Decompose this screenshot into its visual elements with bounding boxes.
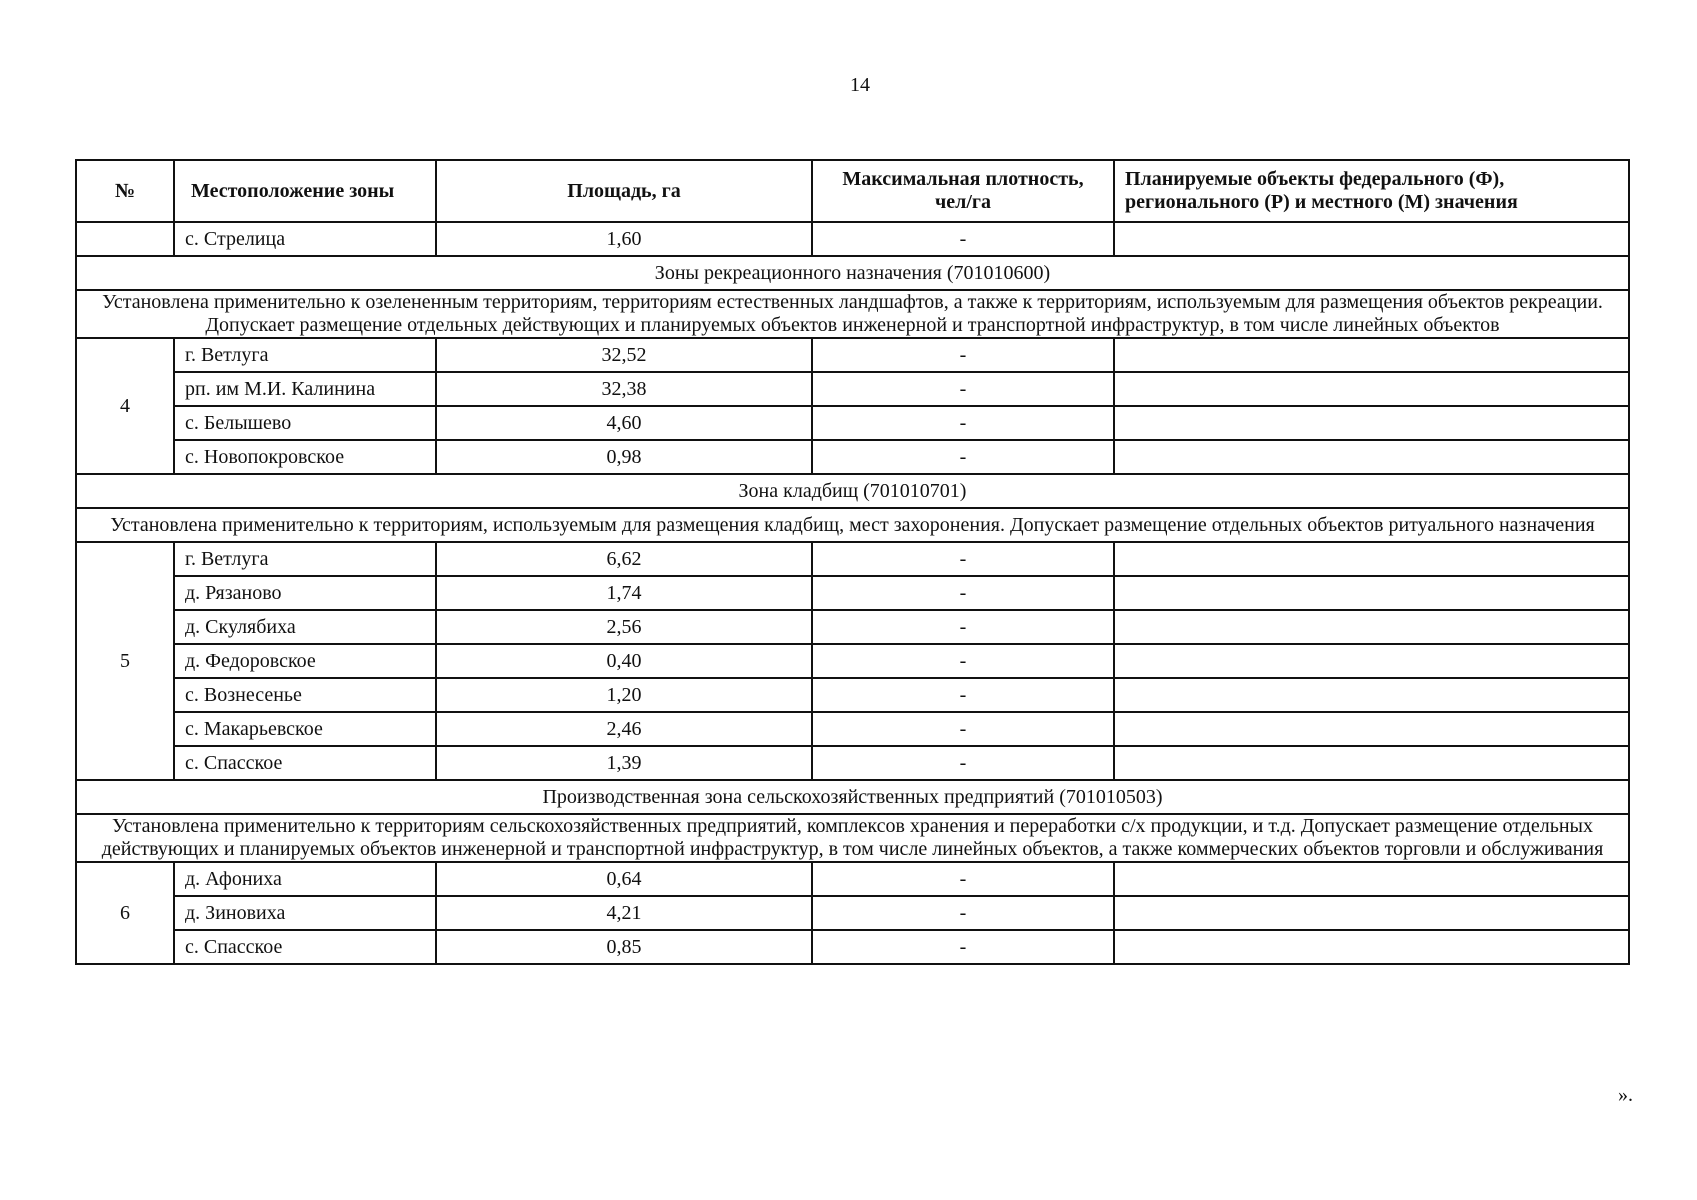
row-area: 2,46 — [436, 712, 812, 746]
table-row — [76, 644, 1629, 678]
row-location: д. Федоровское — [174, 644, 436, 678]
section-title-row — [76, 256, 1629, 290]
row-location: с. Стрелица — [174, 222, 436, 256]
section-title-row — [76, 780, 1629, 814]
row-density: - — [812, 576, 1114, 610]
row-area: 32,38 — [436, 372, 812, 406]
row-area: 6,62 — [436, 542, 812, 576]
row-density: - — [812, 610, 1114, 644]
row-planned-objects — [1114, 712, 1629, 746]
row-density: - — [812, 372, 1114, 406]
section-title: Производственная зона сельскохозяйственных предприятий (701010503) — [76, 780, 1629, 814]
section-description: Установлена применительно к территориям, используемым для размещения кладбищ, мест захоронения. Допускает размещение отдельных объектов ритуального назначения — [76, 508, 1629, 542]
row-density: - — [812, 338, 1114, 372]
row-area: 2,56 — [436, 610, 812, 644]
row-location: д. Афониха — [174, 862, 436, 896]
row-location: с. Белышево — [174, 406, 436, 440]
row-area: 0,98 — [436, 440, 812, 474]
table-row — [76, 678, 1629, 712]
row-number: 5 — [76, 542, 174, 780]
section-description-row — [76, 508, 1629, 542]
table-header-row — [76, 160, 1629, 222]
header-area: Площадь, га — [436, 160, 812, 222]
section-description: Установлена применительно к территориям сельскохозяйственных предприятий, комплексов хранения и переработки с/х продукции, и т.д. Допускает размещение отдельных действующих и планируемых объектов инженерной и транспортной инфраструктур, в том числе линейных объектов, а также коммерческих объектов торговли и обслуживания — [76, 814, 1629, 862]
row-number — [76, 222, 174, 256]
table-row — [76, 440, 1629, 474]
row-planned-objects — [1114, 610, 1629, 644]
row-planned-objects — [1114, 930, 1629, 964]
table-row — [76, 610, 1629, 644]
row-number: 4 — [76, 338, 174, 474]
row-density: - — [812, 896, 1114, 930]
row-planned-objects — [1114, 576, 1629, 610]
row-location: с. Вознесенье — [174, 678, 436, 712]
row-density: - — [812, 746, 1114, 780]
row-area: 1,74 — [436, 576, 812, 610]
row-location: с. Макарьевское — [174, 712, 436, 746]
table-row — [76, 576, 1629, 610]
row-density: - — [812, 440, 1114, 474]
page-number: 14 — [850, 74, 870, 96]
table-row — [76, 930, 1629, 964]
row-area: 1,60 — [436, 222, 812, 256]
row-area: 4,60 — [436, 406, 812, 440]
zones-table — [75, 159, 1630, 965]
row-density: - — [812, 712, 1114, 746]
row-location: д. Зиновиха — [174, 896, 436, 930]
row-location: с. Спасское — [174, 746, 436, 780]
row-density: - — [812, 406, 1114, 440]
row-planned-objects — [1114, 862, 1629, 896]
section-title-row — [76, 474, 1629, 508]
row-location: г. Ветлуга — [174, 542, 436, 576]
row-planned-objects — [1114, 746, 1629, 780]
row-area: 32,52 — [436, 338, 812, 372]
section-description-row — [76, 290, 1629, 338]
row-density: - — [812, 930, 1114, 964]
table-row — [76, 338, 1629, 372]
header-location: Местоположение зоны — [174, 160, 436, 222]
closing-quote-mark: ». — [1618, 1084, 1633, 1106]
section-title: Зоны рекреационного назначения (701010600) — [76, 256, 1629, 290]
table-row — [76, 712, 1629, 746]
row-area: 0,40 — [436, 644, 812, 678]
row-planned-objects — [1114, 222, 1629, 256]
header-planned-objects: Планируемые объекты федерального (Ф), регионального (Р) и местного (М) значения — [1114, 160, 1629, 222]
row-area: 0,85 — [436, 930, 812, 964]
row-location: с. Новопокровское — [174, 440, 436, 474]
header-density: Максимальная плотность, чел/га — [812, 160, 1114, 222]
table-row — [76, 746, 1629, 780]
row-location: с. Спасское — [174, 930, 436, 964]
section-description-row — [76, 814, 1629, 862]
table-row — [76, 542, 1629, 576]
section-description: Установлена применительно к озелененным территориям, территориям естественных ландшафтов, а также к территориям, используемым для размещения объектов рекреации. Допускает размещение отдельных действующих и планируемых объектов инженерной и транспортной инфраструктур, в том числе линейных объектов — [76, 290, 1629, 338]
row-area: 1,20 — [436, 678, 812, 712]
row-planned-objects — [1114, 678, 1629, 712]
row-planned-objects — [1114, 338, 1629, 372]
row-density: - — [812, 644, 1114, 678]
row-planned-objects — [1114, 896, 1629, 930]
row-density: - — [812, 542, 1114, 576]
row-location: д. Скулябиха — [174, 610, 436, 644]
row-location: г. Ветлуга — [174, 338, 436, 372]
row-planned-objects — [1114, 406, 1629, 440]
row-planned-objects — [1114, 644, 1629, 678]
row-planned-objects — [1114, 372, 1629, 406]
table-row — [76, 406, 1629, 440]
table-row — [76, 862, 1629, 896]
row-area: 1,39 — [436, 746, 812, 780]
section-title: Зона кладбищ (701010701) — [76, 474, 1629, 508]
row-planned-objects — [1114, 440, 1629, 474]
table-row — [76, 896, 1629, 930]
row-area: 4,21 — [436, 896, 812, 930]
row-planned-objects — [1114, 542, 1629, 576]
header-number: № — [76, 160, 174, 222]
row-density: - — [812, 862, 1114, 896]
table-row — [76, 372, 1629, 406]
row-number: 6 — [76, 862, 174, 964]
row-location: рп. им М.И. Калинина — [174, 372, 436, 406]
row-density: - — [812, 222, 1114, 256]
row-area: 0,64 — [436, 862, 812, 896]
table-row — [76, 222, 1629, 256]
row-density: - — [812, 678, 1114, 712]
row-location: д. Рязаново — [174, 576, 436, 610]
